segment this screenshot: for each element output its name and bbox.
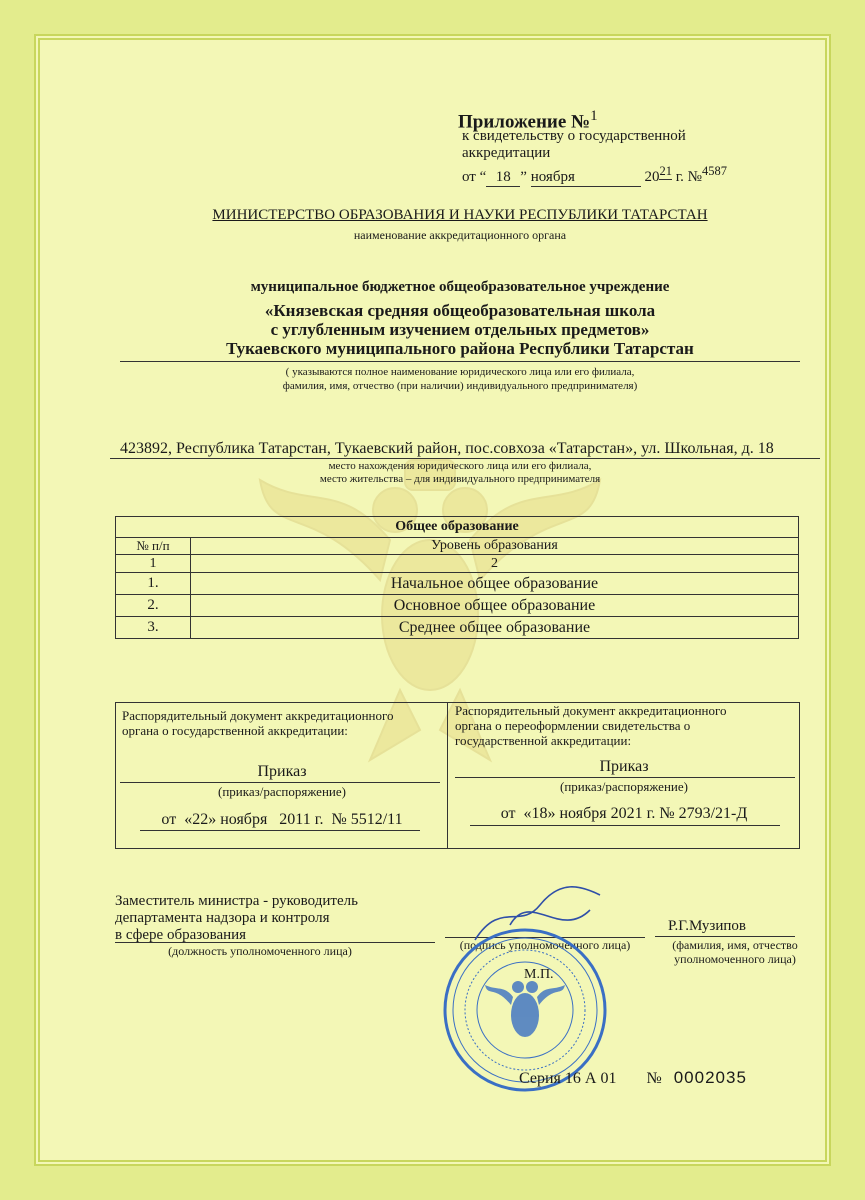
row-number: 3. xyxy=(116,617,191,639)
table-row xyxy=(116,573,799,595)
signer-name-caption-2: уполномоченного лица) xyxy=(674,952,796,966)
series-line: Серия 16 А 01 № 0002035 xyxy=(519,1068,747,1087)
right-order-type: Приказ xyxy=(599,758,649,775)
address-value: 423892, Республика Татарстан, Тукаевский район, пос.совхоза «Татарстан», ул. Школьная, д. 18 xyxy=(120,440,774,457)
right-order-heading-1: Распорядительный документ аккредитационного xyxy=(455,703,727,718)
signer-position-caption: (должность уполномоченного лица) xyxy=(168,944,352,958)
signer-position-2: департамента надзора и контроля xyxy=(115,910,330,926)
right-order-ref-underline xyxy=(470,825,780,826)
authority-caption: наименование аккредитационного органа xyxy=(353,228,567,242)
address-underline xyxy=(110,458,820,459)
table-row xyxy=(116,595,799,617)
organization-name-line2: с углубленным изучением отдельных предметов» xyxy=(270,320,650,339)
right-order-type-underline xyxy=(455,777,795,778)
table-row xyxy=(116,617,799,639)
row-level: Среднее общее образование xyxy=(191,617,799,639)
orders-divider xyxy=(447,702,448,849)
authority-name: МИНИСТЕРСТВО ОБРАЗОВАНИЯ И НАУКИ РЕСПУБЛИКИ ТАТАРСТАН xyxy=(212,207,708,223)
table-title: Общее образование xyxy=(116,517,799,538)
left-order-type-underline xyxy=(120,782,440,783)
signer-position-3: в сфере образования xyxy=(115,927,247,943)
signature-caption: (подпись уполномоченного лица) xyxy=(459,938,631,952)
appendix-subtitle-2: аккредитации xyxy=(462,145,551,161)
left-order-caption: (приказ/распоряжение) xyxy=(218,784,346,799)
column-header-number: № п/п xyxy=(116,538,191,555)
left-order-heading-1: Распорядительный документ аккредитационного xyxy=(122,708,394,723)
signer-position-1: Заместитель министра - руководитель xyxy=(115,893,358,909)
organization-name-line3: Тукаевского муниципального района Республики Татарстан xyxy=(226,339,694,358)
right-order-heading-2: органа о переоформлении свидетельства о xyxy=(455,718,691,733)
left-order-heading-2: органа о государственной аккредитации: xyxy=(122,723,348,738)
column-index-2: 2 xyxy=(191,555,799,573)
row-level: Начальное общее образование xyxy=(191,573,799,595)
column-index-1: 1 xyxy=(116,555,191,573)
address-caption-1: место нахождения юридического лица или его филиала, xyxy=(328,460,592,472)
row-number: 2. xyxy=(116,595,191,617)
signer-name-underline xyxy=(655,936,795,937)
left-order-reference: от «22» ноября 2011 г. № 5512/11 xyxy=(161,811,403,828)
row-number: 1. xyxy=(116,573,191,595)
appendix-subtitle-1: к свидетельству о государственной xyxy=(462,128,686,144)
education-levels-table xyxy=(115,516,799,639)
stamp-place-label: М.П. xyxy=(524,967,554,982)
appendix-date: от “ 18 ” ноября $20^{21}$ г. №$^{4587}$ xyxy=(462,164,727,185)
organization-caption-1: ( указываются полное наименование юридического лица или его филиала, xyxy=(285,366,635,378)
right-order-heading-3: государственной аккредитации: xyxy=(455,733,632,748)
right-order-reference: от «18» ноября 2021 г. № 2793/21-Д xyxy=(500,805,748,822)
row-level: Основное общее образование xyxy=(191,595,799,617)
organization-caption-2: фамилия, имя, отчество (при наличии) индивидуального предпринимателя) xyxy=(282,380,638,392)
signer-name-caption-1: (фамилия, имя, отчество xyxy=(672,938,798,952)
signer-position-underline xyxy=(115,942,435,943)
organization-name-line1: «Князевская средняя общеобразовательная школа xyxy=(264,301,656,320)
appendix-title: Приложение №$^1$ xyxy=(458,108,598,133)
organization-type: муниципальное бюджетное общеобразовательное учреждение xyxy=(250,279,670,295)
left-order-ref-underline xyxy=(140,830,420,831)
column-header-level: Уровень образования xyxy=(191,538,799,555)
address-caption-2: место жительства – для индивидуального предпринимателя xyxy=(319,473,601,485)
left-order-type: Приказ xyxy=(257,763,307,780)
signer-name: Р.Г.Музипов xyxy=(668,918,746,934)
organization-underline xyxy=(120,361,800,362)
right-order-caption: (приказ/распоряжение) xyxy=(560,779,688,794)
